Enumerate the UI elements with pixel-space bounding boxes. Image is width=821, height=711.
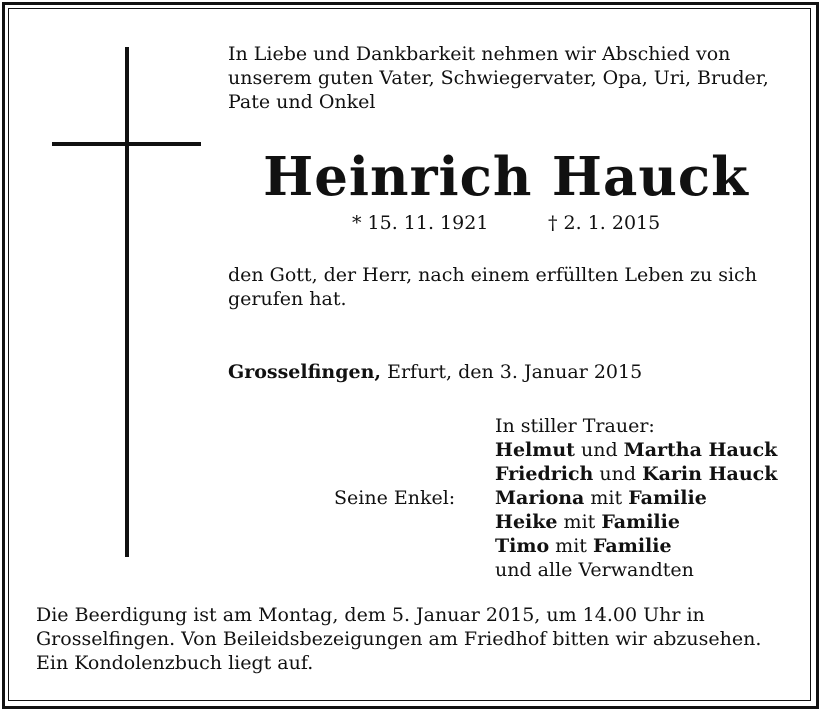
cross-icon-vertical bbox=[125, 47, 129, 557]
intro-line: In Liebe und Dankbarkeit nehmen wir Abschied von bbox=[228, 43, 731, 65]
footer-line: Ein Kondolenzbuch liegt auf. bbox=[36, 652, 314, 674]
mourners-closing: und alle Verwandten bbox=[495, 559, 694, 581]
place-town: Grosselfingen, bbox=[228, 361, 382, 383]
funeral-notice bbox=[36, 603, 761, 675]
enkel-label: Seine Enkel: bbox=[334, 487, 456, 509]
birth-date: * 15. 11. 1921 bbox=[352, 212, 489, 234]
body-line: gerufen hat. bbox=[228, 288, 347, 310]
deceased-name: Heinrich Hauck bbox=[263, 146, 749, 208]
mourner-line: Helmut und Martha Hauck bbox=[495, 439, 778, 461]
footer-line: Grosselfingen. Von Beileidsbezeigungen am Friedhof bitten wir abzusehen. bbox=[36, 628, 762, 650]
intro-text bbox=[228, 42, 769, 114]
cross-icon-horizontal bbox=[52, 142, 201, 146]
place-rest: Erfurt, den 3. Januar 2015 bbox=[381, 361, 643, 383]
intro-line: Pate und Onkel bbox=[228, 91, 376, 113]
mourner-line: Friedrich und Karin Hauck bbox=[495, 463, 778, 485]
mourners-block bbox=[495, 414, 777, 582]
mourner-line: Timo mit Familie bbox=[495, 535, 672, 557]
mourners-heading: In stiller Trauer: bbox=[495, 415, 655, 437]
body-line: den Gott, der Herr, nach einem erfüllten Leben zu sich bbox=[228, 264, 757, 286]
death-date: † 2. 1. 2015 bbox=[548, 212, 661, 234]
footer-line: Die Beerdigung ist am Montag, dem 5. Januar 2015, um 14.00 Uhr in bbox=[36, 604, 705, 626]
place-date bbox=[228, 360, 642, 384]
mourner-line: Heike mit Familie bbox=[495, 511, 680, 533]
intro-line: unserem guten Vater, Schwiegervater, Opa, Uri, Bruder, bbox=[228, 67, 769, 89]
mourner-line: Mariona mit Familie bbox=[495, 487, 707, 509]
body-text bbox=[228, 263, 757, 311]
